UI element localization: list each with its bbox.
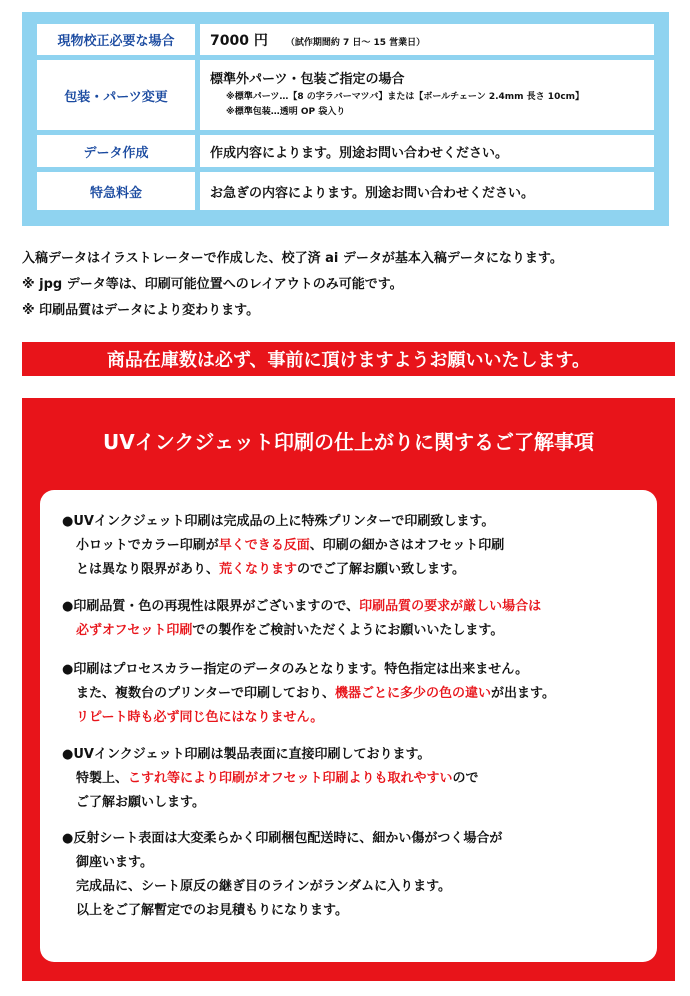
row-label: 包装・パーツ変更	[37, 60, 195, 130]
row-value	[200, 24, 654, 55]
row-value	[200, 60, 654, 130]
note-line: ※ 印刷品質はデータにより変わります。	[22, 303, 260, 318]
terms-line: ご了解お願いします。	[76, 795, 205, 810]
terms-line: 以上をご了解暫定でのお見積もりになります。	[76, 903, 348, 918]
terms-line: また、複数台のプリンターで印刷しており、機器ごとに多少の色の違いが出ます。	[76, 686, 555, 701]
pricing-table	[22, 12, 669, 226]
terms-line: 御座います。	[76, 855, 153, 870]
terms-item	[62, 827, 502, 923]
note-line: ※ jpg データ等は、印刷可能位置へのレイアウトのみ可能です。	[22, 277, 403, 292]
uv-terms-panel	[22, 398, 675, 981]
terms-line: 特製上、こすれ等により印刷がオフセット印刷よりも取れやすいので	[76, 771, 479, 786]
stock-banner: 商品在庫数は必ず、事前に頂けますようお願いいたします。	[22, 342, 675, 376]
row-label: 特急料金	[37, 172, 195, 210]
table-row	[37, 60, 654, 130]
terms-line: ●印刷はプロセスカラー指定のデータのみとなります。特色指定は出来ません。	[62, 662, 529, 677]
table-row	[37, 172, 654, 210]
terms-line: とは異なり限界があり、荒くなりますのでご了解お願い致します。	[76, 562, 465, 577]
terms-item	[62, 595, 541, 643]
proof-price: 7000 円	[210, 32, 268, 49]
terms-line: ●印刷品質・色の再現性は限界がございますので、印刷品質の要求が厳しい場合は	[62, 599, 542, 614]
standard-packaging-note: ※標準包装…透明 OP 袋入り	[226, 107, 346, 117]
terms-line: ●UVインクジェット印刷は完成品の上に特殊プリンターで印刷致します。	[62, 514, 495, 529]
row-label: データ作成	[37, 135, 195, 167]
row-value: お急ぎの内容によります。別途お問い合わせください。	[200, 172, 654, 210]
row-label: 現物校正必要な場合	[37, 24, 195, 55]
terms-item	[62, 743, 479, 815]
note-line: 入稿データはイラストレーターで作成した、校了済 ai データが基本入稿データになります。	[22, 251, 563, 266]
table-row	[37, 135, 654, 167]
terms-line: リピート時も必ず同じ色にはなりません。	[76, 710, 324, 725]
terms-line: ●UVインクジェット印刷は製品表面に直接印刷しております。	[62, 747, 431, 762]
standard-parts-note: ※標準パーツ…【8 の字ラバーマツバ】または【ボールチェーン 2.4mm 長さ 10cm】	[226, 92, 585, 102]
data-submission-notes	[22, 246, 682, 324]
table-row	[37, 24, 654, 55]
proof-price-note: （試作期間約 7 日～ 15 営業日）	[285, 37, 426, 48]
uv-terms-box	[40, 490, 657, 962]
terms-item	[62, 658, 555, 730]
terms-line: 完成品に、シート原反の継ぎ目のラインがランダムに入ります。	[76, 879, 452, 894]
parts-heading: 標準外パーツ・包装ご指定の場合	[210, 72, 405, 87]
row-value: 作成内容によります。別途お問い合わせください。	[200, 135, 654, 167]
terms-line: ●反射シート表面は大変柔らかく印刷梱包配送時に、細かい傷がつく場合が	[62, 831, 503, 846]
terms-line: 必ずオフセット印刷での製作をご検討いただくようにお願いいたします。	[76, 623, 504, 638]
terms-item	[62, 510, 504, 582]
terms-line: 小ロットでカラー印刷が早くできる反面、印刷の細かさはオフセット印刷	[76, 538, 505, 553]
uv-terms-title: UVインクジェット印刷の仕上がりに関するご了解事項	[103, 430, 594, 454]
